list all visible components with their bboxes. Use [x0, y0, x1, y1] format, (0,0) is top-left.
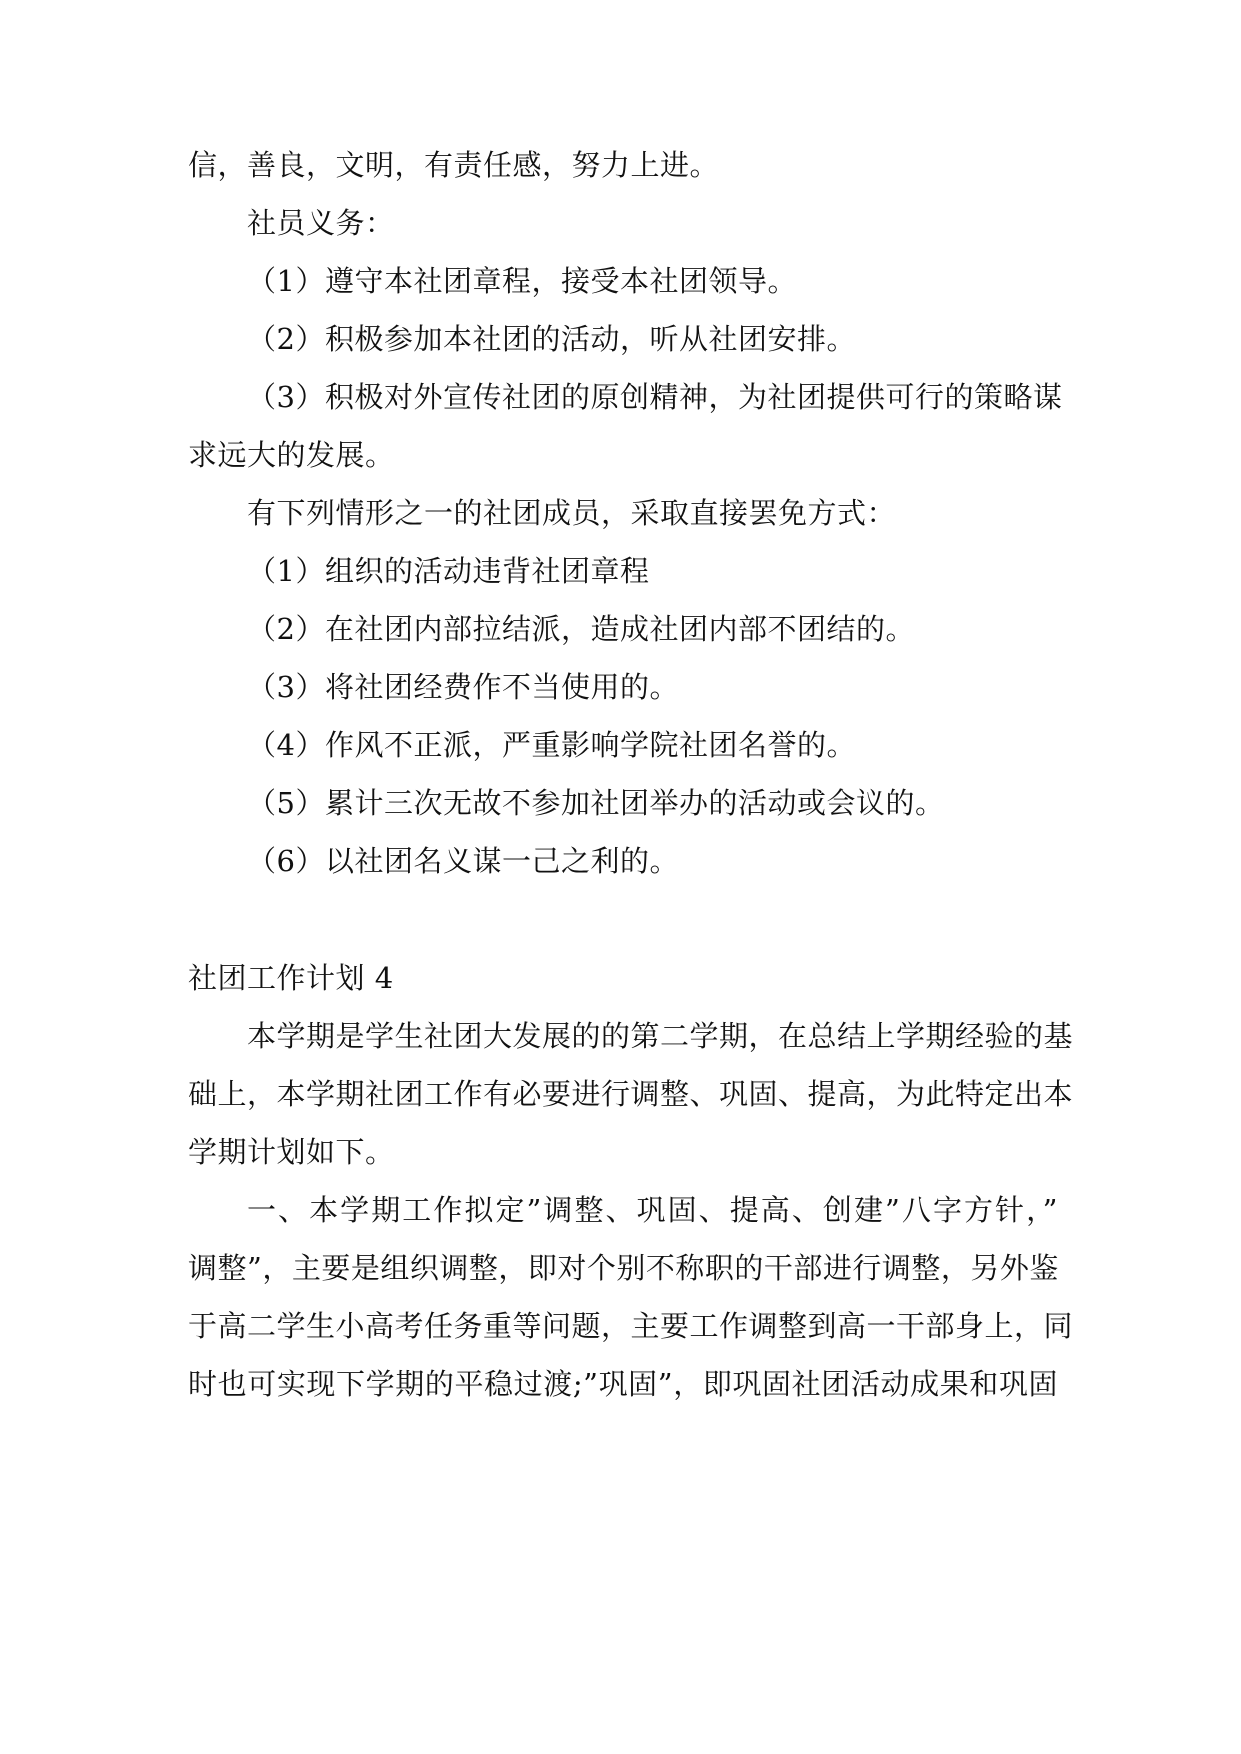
- paragraph-line: 学期计划如下。: [188, 1135, 395, 1169]
- paragraph-line: 有下列情形之一的社团成员，采取直接罢免方式：: [247, 496, 897, 530]
- paragraph-line: 础上，本学期社团工作有必要进行调整、巩固、提高，为此特定出本: [188, 1077, 1074, 1111]
- list-item: （2）在社团内部拉结派，造成社团内部不团结的。: [247, 612, 915, 646]
- list-item: （3）将社团经费作不当使用的。: [247, 670, 679, 704]
- section-heading: 社团工作计划 4: [188, 961, 394, 995]
- list-item: （2）积极参加本社团的活动，听从社团安排。: [247, 322, 856, 356]
- paragraph-line: 本学期是学生社团大发展的的第二学期，在总结上学期经验的基: [247, 1019, 1074, 1053]
- list-item: （3）积极对外宣传社团的原创精神，为社团提供可行的策略谋: [247, 380, 1063, 414]
- list-item: （5）累计三次无故不参加社团举办的活动或会议的。: [247, 786, 945, 820]
- paragraph-line: 一、本学期工作拟定”调整、巩固、提高、创建”八字方针，”: [247, 1193, 1058, 1227]
- paragraph-line: 调整”，主要是组织调整，即对个别不称职的干部进行调整，另外鉴: [188, 1251, 1059, 1285]
- list-item: （4）作风不正派，严重影响学院社团名誉的。: [247, 728, 856, 762]
- list-item: （1）遵守本社团章程，接受本社团领导。: [247, 264, 797, 298]
- paragraph-line: 于高二学生小高考任务重等问题，主要工作调整到高一干部身上，同: [188, 1309, 1074, 1343]
- list-item: （6）以社团名义谋一己之利的。: [247, 844, 679, 878]
- list-item: （1）组织的活动违背社团章程: [247, 554, 650, 588]
- paragraph-line: 时也可实现下学期的平稳过渡;”巩固”，即巩固社团活动成果和巩固: [188, 1367, 1058, 1401]
- paragraph-line: 社员义务：: [247, 206, 395, 240]
- paragraph-line: 信，善良，文明，有责任感，努力上进。: [188, 148, 720, 182]
- paragraph-line: 求远大的发展。: [188, 438, 395, 472]
